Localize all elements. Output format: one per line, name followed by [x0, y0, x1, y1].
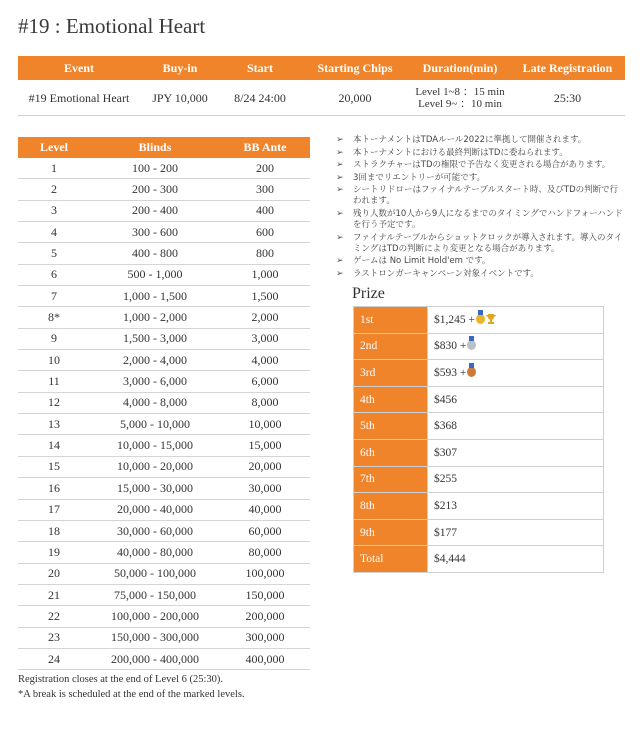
prize-place: 7th: [354, 466, 428, 493]
level-blinds: 3,000 - 6,000: [90, 371, 220, 392]
level-bb-ante: 150,000: [220, 584, 310, 605]
trophy-icon: [485, 313, 497, 325]
rule-text: 残り人数が10人から9人になるまでのタイミングでハンドフォーハンドを行う予定です。: [353, 208, 623, 230]
prize-place: 2nd: [354, 333, 428, 360]
levels-table-header: [18, 137, 310, 158]
prize-amount: $830 +: [434, 340, 467, 353]
level-number: 11: [18, 371, 90, 392]
arrow-bullet-icon: ➢: [336, 135, 344, 145]
levels-body: [18, 158, 310, 670]
level-row: [18, 392, 310, 413]
level-row: [18, 435, 310, 456]
rule-item: [336, 209, 626, 231]
duration-line-1: Level 1~8 ：15 min: [415, 85, 505, 98]
level-bb-ante: 200,000: [220, 606, 310, 627]
level-row: [18, 414, 310, 435]
level-bb-ante: 300,000: [220, 627, 310, 648]
prize-row: [354, 466, 604, 493]
level-row: [18, 627, 310, 648]
header-event: Event: [18, 56, 140, 80]
level-blinds: 15,000 - 30,000: [90, 478, 220, 499]
rule-item: [336, 135, 626, 146]
level-row: [18, 499, 310, 520]
level-number: 23: [18, 627, 90, 648]
event-late-registration: 25:30: [510, 80, 625, 116]
level-row: [18, 328, 310, 349]
prize-row: [354, 307, 604, 334]
level-bb-ante: 400: [220, 200, 310, 221]
prize-body: [354, 307, 604, 573]
level-number: 6: [18, 264, 90, 285]
level-bb-ante: 40,000: [220, 499, 310, 520]
prize-row: [354, 413, 604, 440]
rule-item: [336, 256, 626, 267]
level-bb-ante: 3,000: [220, 328, 310, 349]
prize-row: [354, 493, 604, 520]
level-blinds: 1,500 - 3,000: [90, 328, 220, 349]
prize-amount-cell: [428, 466, 604, 493]
level-blinds: 200 - 300: [90, 179, 220, 200]
prize-amount-cell: [428, 307, 604, 334]
level-row: [18, 179, 310, 200]
level-bb-ante: 10,000: [220, 414, 310, 435]
prize-row: [354, 360, 604, 387]
level-row: [18, 200, 310, 221]
prize-amount-cell: [428, 386, 604, 413]
arrow-bullet-icon: ➢: [336, 268, 344, 279]
event-chips: 20,000: [300, 80, 410, 116]
level-row: [18, 584, 310, 605]
event-row: [18, 80, 625, 116]
level-bb-ante: 80,000: [220, 542, 310, 563]
event-name: #19 Emotional Heart: [18, 80, 140, 116]
level-number: 17: [18, 499, 90, 520]
level-number: 18: [18, 520, 90, 541]
level-blinds: 1,000 - 1,500: [90, 286, 220, 307]
level-blinds: 50,000 - 100,000: [90, 563, 220, 584]
level-row: [18, 158, 310, 179]
silver-medal-icon: [467, 340, 476, 350]
event-table-header: [18, 56, 625, 80]
arrow-bullet-icon: ➢: [336, 232, 344, 243]
notes: [18, 672, 245, 702]
rule-text: ストラクチャーはTDの権限で予告なく変更される場合があります。: [353, 160, 611, 171]
level-number: 14: [18, 435, 90, 456]
event-start: 8/24 24:00: [220, 80, 300, 116]
rule-item: [336, 233, 626, 255]
level-number: 4: [18, 222, 90, 243]
level-number: 8*: [18, 307, 90, 328]
level-row: [18, 563, 310, 584]
level-bb-ante: 1,000: [220, 264, 310, 285]
level-number: 7: [18, 286, 90, 307]
level-bb-ante: 100,000: [220, 563, 310, 584]
break-note: *A break is scheduled at the end of the marked levels.: [18, 689, 245, 700]
level-row: [18, 478, 310, 499]
prize-row: [354, 386, 604, 413]
prize-table: [353, 306, 604, 573]
level-bb-ante: 1,500: [220, 286, 310, 307]
prize-amount: $213: [434, 499, 457, 512]
level-number: 2: [18, 179, 90, 200]
header-starting-chips: Starting Chips: [300, 56, 410, 80]
level-bb-ante: 15,000: [220, 435, 310, 456]
prize-place: Total: [354, 546, 428, 573]
header-bb-ante: BB Ante: [220, 137, 310, 158]
prize-place: 6th: [354, 439, 428, 466]
arrow-bullet-icon: ➢: [336, 256, 344, 267]
prize-amount-cell: [428, 493, 604, 520]
level-blinds: 400 - 800: [90, 243, 220, 264]
level-bb-ante: 6,000: [220, 371, 310, 392]
header-level: Level: [18, 137, 90, 158]
level-number: 9: [18, 328, 90, 349]
prize-place: 9th: [354, 519, 428, 546]
arrow-bullet-icon: ➢: [336, 160, 344, 171]
level-row: [18, 286, 310, 307]
prize-amount: $456: [434, 393, 457, 406]
level-bb-ante: 20,000: [220, 456, 310, 477]
event-table: [18, 56, 625, 116]
prize-amount: $593 +: [434, 366, 467, 379]
level-blinds: 4,000 - 8,000: [90, 392, 220, 413]
header-buyin: Buy-in: [140, 56, 220, 80]
gold-medal-icon: [476, 314, 485, 324]
level-bb-ante: 400,000: [220, 648, 310, 669]
arrow-bullet-icon: ➢: [336, 172, 344, 183]
prize-amount-cell: [428, 439, 604, 466]
level-blinds: 30,000 - 60,000: [90, 520, 220, 541]
bronze-medal-icon: [467, 367, 476, 377]
level-bb-ante: 2,000: [220, 307, 310, 328]
rule-item: [336, 269, 626, 280]
rule-text: シートリドローはファイナルテーブルスタート時、及びTDの判断で行われます。: [353, 185, 619, 207]
prize-amount-cell: [428, 360, 604, 387]
header-duration: Duration(min): [410, 56, 510, 80]
rule-item: [336, 148, 626, 159]
level-number: 5: [18, 243, 90, 264]
level-row: [18, 222, 310, 243]
prize-place: 4th: [354, 386, 428, 413]
level-bb-ante: 600: [220, 222, 310, 243]
header-start: Start: [220, 56, 300, 80]
level-blinds: 1,000 - 2,000: [90, 307, 220, 328]
level-bb-ante: 8,000: [220, 392, 310, 413]
level-number: 15: [18, 456, 90, 477]
level-number: 3: [18, 200, 90, 221]
level-number: 12: [18, 392, 90, 413]
level-blinds: 500 - 1,000: [90, 264, 220, 285]
prize-title: Prize: [352, 285, 385, 302]
rule-text: 3回までリエントリーが可能です。: [353, 172, 486, 183]
level-row: [18, 243, 310, 264]
header-blinds: Blinds: [90, 137, 220, 158]
level-row: [18, 307, 310, 328]
level-blinds: 5,000 - 10,000: [90, 414, 220, 435]
prize-amount: $4,444: [434, 553, 466, 566]
level-blinds: 100 - 200: [90, 158, 220, 179]
level-blinds: 40,000 - 80,000: [90, 542, 220, 563]
prize-place: 5th: [354, 413, 428, 440]
prize-place: 1st: [354, 307, 428, 334]
level-blinds: 150,000 - 300,000: [90, 627, 220, 648]
duration-line-2: Level 9~ ：10 min: [418, 97, 502, 110]
rule-item: [336, 185, 626, 207]
level-number: 1: [18, 158, 90, 179]
level-blinds: 10,000 - 15,000: [90, 435, 220, 456]
prize-amount-cell: [428, 546, 604, 573]
prize-amount: $255: [434, 473, 457, 486]
rules-list: [336, 135, 626, 281]
level-number: 19: [18, 542, 90, 563]
level-number: 22: [18, 606, 90, 627]
level-bb-ante: 30,000: [220, 478, 310, 499]
level-blinds: 100,000 - 200,000: [90, 606, 220, 627]
event-duration: [410, 80, 510, 116]
prize-amount: $368: [434, 420, 457, 433]
level-row: [18, 264, 310, 285]
level-row: [18, 606, 310, 627]
level-bb-ante: 4,000: [220, 350, 310, 371]
level-number: 16: [18, 478, 90, 499]
prize-place: 3rd: [354, 360, 428, 387]
level-number: 20: [18, 563, 90, 584]
prize-amount-cell: [428, 519, 604, 546]
level-row: [18, 456, 310, 477]
level-bb-ante: 200: [220, 158, 310, 179]
level-blinds: 20,000 - 40,000: [90, 499, 220, 520]
level-blinds: 300 - 600: [90, 222, 220, 243]
level-blinds: 200 - 400: [90, 200, 220, 221]
arrow-bullet-icon: ➢: [336, 147, 344, 158]
level-row: [18, 648, 310, 669]
rule-item: [336, 160, 626, 171]
level-blinds: 10,000 - 20,000: [90, 456, 220, 477]
rule-text: ラストロンガーキャンペーン対象イベントです。: [353, 268, 539, 279]
rule-text: ファイナルテーブルからショットクロックが導入されます。導入のタイミングはTDの判断により変更となる場合があります。: [353, 232, 623, 254]
level-blinds: 2,000 - 4,000: [90, 350, 220, 371]
level-number: 21: [18, 584, 90, 605]
rule-item: [336, 173, 626, 184]
prize-row: [354, 519, 604, 546]
rule-text: 本トーナメントにおける最終判断はTDに委ねられます。: [353, 147, 568, 158]
level-number: 13: [18, 414, 90, 435]
level-row: [18, 350, 310, 371]
registration-note: Registration closes at the end of Level 6 (25:30).: [18, 674, 223, 685]
level-row: [18, 520, 310, 541]
prize-amount: $1,245 +: [434, 314, 475, 327]
level-number: 24: [18, 648, 90, 669]
arrow-bullet-icon: ➢: [336, 208, 344, 219]
event-buyin: JPY 10,000: [140, 80, 220, 116]
prize-amount: $307: [434, 446, 457, 459]
page-title: #19 : Emotional Heart: [18, 14, 206, 38]
prize-row: [354, 439, 604, 466]
level-row: [18, 542, 310, 563]
level-blinds: 75,000 - 150,000: [90, 584, 220, 605]
arrow-bullet-icon: ➢: [336, 185, 344, 196]
prize-amount-cell: [428, 333, 604, 360]
prize-row: [354, 333, 604, 360]
prize-amount-cell: [428, 413, 604, 440]
prize-amount: $177: [434, 526, 457, 539]
level-bb-ante: 300: [220, 179, 310, 200]
prize-row: [354, 546, 604, 573]
level-number: 10: [18, 350, 90, 371]
header-late-registration: Late Registration: [510, 56, 625, 80]
level-bb-ante: 800: [220, 243, 310, 264]
prize-place: 8th: [354, 493, 428, 520]
level-row: [18, 371, 310, 392]
level-blinds: 200,000 - 400,000: [90, 648, 220, 669]
rule-text: 本トーナメントはTDAルール2022に準拠して開催されます。: [353, 135, 587, 145]
rule-text: ゲームは No Limit Hold'em です。: [353, 256, 491, 267]
level-bb-ante: 60,000: [220, 520, 310, 541]
levels-table: [18, 137, 310, 670]
